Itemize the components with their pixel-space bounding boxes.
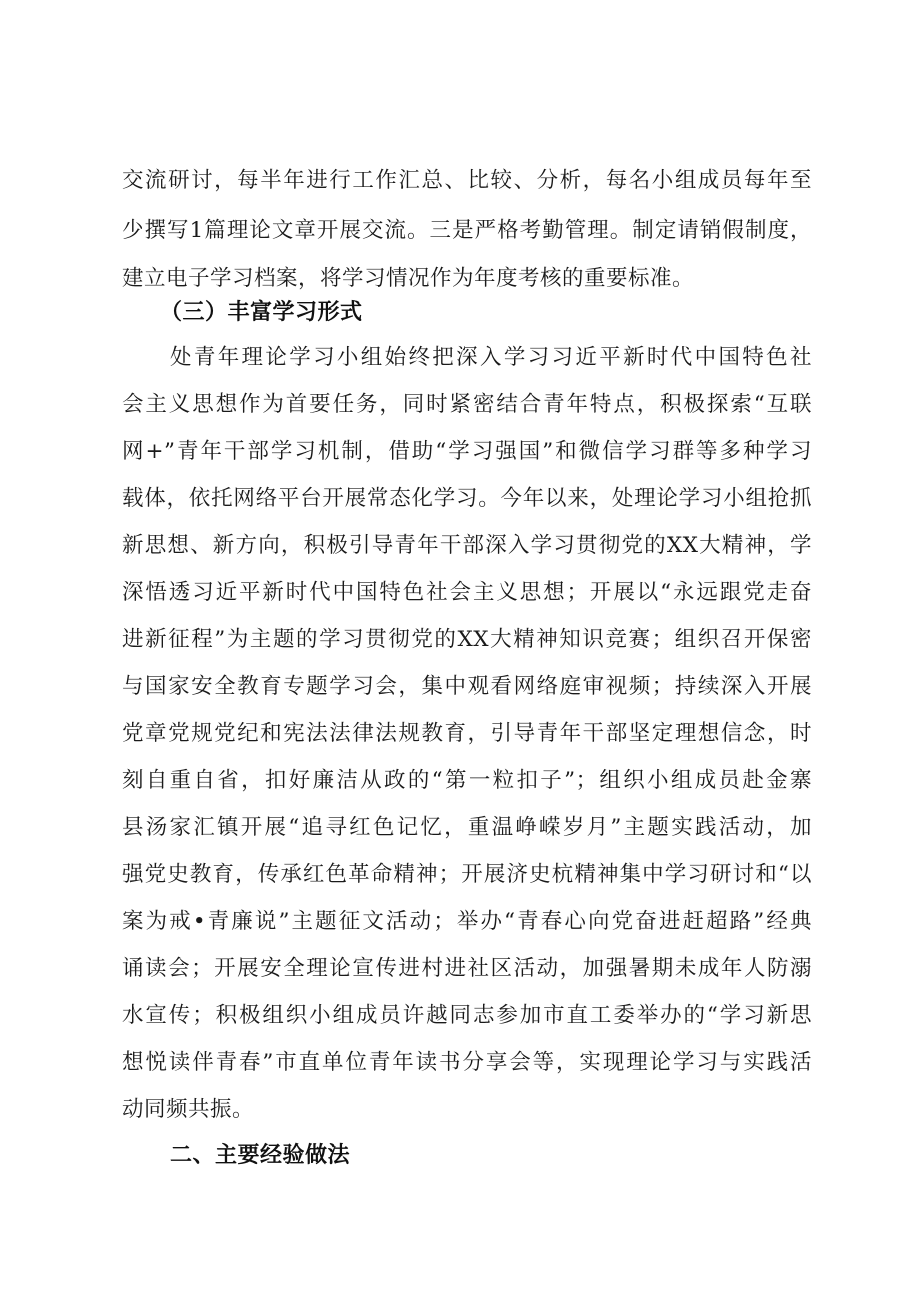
paragraph-line: 强党史教育，传承红色革命精神；开展济史杭精神集中学习研讨和“以 [122, 862, 812, 887]
paragraph-line: 进新征程”为主题的学习贯彻党的XX大精神知识竞赛；组织召开保密 [122, 627, 812, 652]
paragraph-line: 水宣传；积极组织小组成员许越同志参加市直工委举办的“学习新思 [122, 1003, 812, 1028]
paragraph-line: 与国家安全教育专题学习会，集中观看网络庭审视频；持续深入开展 [122, 674, 812, 699]
paragraph-line: 载体，依托网络平台开展常态化学习。今年以来，处理论学习小组抢抓 [122, 486, 812, 511]
paragraph-line: 建立电子学习档案，将学习情况作为年度考核的重要标准。 [122, 266, 695, 291]
paragraph-line: 交流研讨，每半年进行工作汇总、比较、分析，每名小组成员每年至 [122, 168, 812, 193]
paragraph-line: 案为戒•青廉说”主题征文活动；举办“青春心向党奋进赶超路”经典 [122, 909, 812, 934]
paragraph-line: 诵读会；开展安全理论宣传进村进社区活动，加强暑期未成年人防溺 [122, 956, 812, 981]
section-heading-2: 二、主要经验做法 [170, 1143, 351, 1168]
paragraph-line: 少撰写1篇理论文章开展交流。三是严格考勤管理。制定请销假制度， [122, 218, 812, 243]
paragraph-line: 动同频共振。 [122, 1097, 255, 1122]
paragraph-line: 党章党规党纪和宪法法律法规教育，引导青年干部坚定理想信念，时 [122, 721, 812, 746]
paragraph-line: 会主义思想作为首要任务，同时紧密结合青年特点，积极探索“互联 [122, 392, 812, 417]
paragraph-line: 处青年理论学习小组始终把深入学习习近平新时代中国特色社 [170, 345, 812, 370]
paragraph-line: 县汤家汇镇开展“追寻红色记忆，重温峥嵘岁月”主题实践活动，加 [122, 815, 812, 840]
paragraph-line: 新思想、新方向，积极引导青年干部深入学习贯彻党的XX大精神，学 [122, 533, 812, 558]
paragraph-line: 网+”青年干部学习机制，借助“学习强国”和微信学习群等多种学习 [122, 439, 812, 464]
paragraph-line: 深悟透习近平新时代中国特色社会主义思想；开展以“永远跟党走奋 [122, 580, 812, 605]
paragraph-line: 刻自重自省，扣好廉洁从政的“第一粒扣子”；组织小组成员赴金寨 [122, 768, 812, 793]
paragraph-line: 想悦读伴青春”市直单位青年读书分享会等，实现理论学习与实践活 [122, 1050, 812, 1075]
section-heading-3: （三）丰富学习形式 [160, 300, 363, 325]
